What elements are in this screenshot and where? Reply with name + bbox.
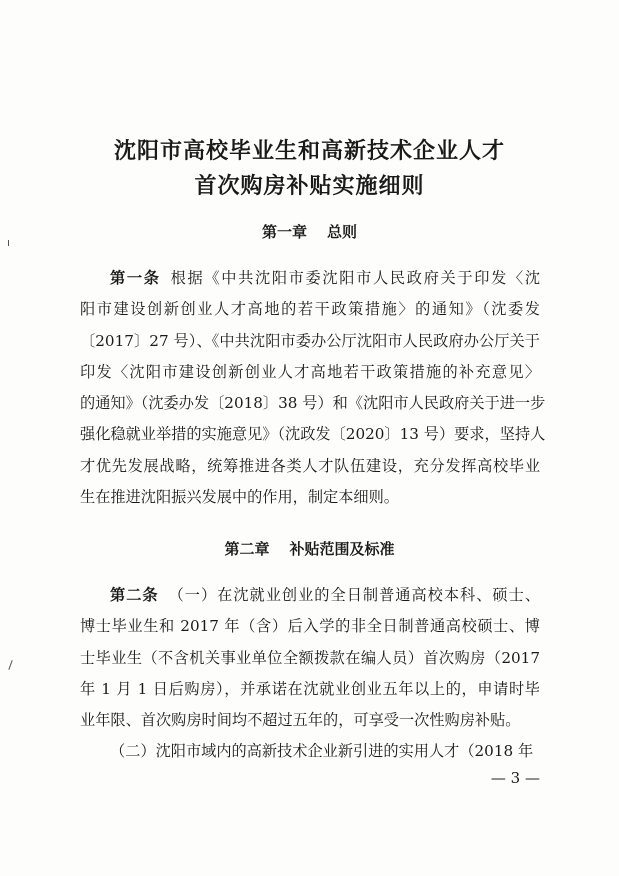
chapter-name: 总则 (327, 223, 358, 241)
article-label: 第二条 (110, 586, 159, 604)
document-title-line-1: 沈阳市高校毕业生和高新技术企业人才 (113, 138, 505, 164)
chapter-number: 第一章 (261, 223, 307, 241)
article-2 (80, 580, 540, 736)
paragraph-line: 的通知》（沈委办发〔2018〕38 号）和《沈阳市人民政府关于进一步 (80, 394, 546, 413)
paragraph-line: 年 1 月 1 日后购房），并承诺在沈就业创业五年以上的，申请时毕 (80, 679, 540, 698)
paragraph-line: 〔2017〕27 号）、《中共沈阳市委办公厅沈阳市人民政府办公厅关于 (80, 331, 540, 350)
page-number: — 3 — (490, 769, 540, 787)
paragraph-line: 生在推进沈阳振兴发展中的作用，制定本细则。 (80, 488, 399, 507)
paragraph-line: 第二条 （一）在沈就业创业的全日制普通高校本科、硕士、 (110, 586, 541, 604)
chapter-heading-2 (0, 538, 619, 560)
chapter-name: 补贴范围及标准 (289, 540, 395, 558)
paragraph-line: 博士毕业生和 2017 年（含）后入学的非全日制普通高校硕士、博 (80, 617, 540, 636)
chapter-heading-1 (0, 221, 619, 243)
paragraph-line: 业年限、首次购房时间均不超过五年的，可享受一次性购房补贴。 (80, 711, 521, 730)
paragraph-line: 印发〈沈阳市建设创新创业人才高地若干政策措施的补充意见〉 (80, 362, 540, 381)
paragraph-line: 才优先发展战略，统筹推进各类人才队伍建设，充分发挥高校毕业 (80, 456, 540, 475)
chapter-number: 第二章 (224, 540, 270, 558)
paragraph-line: 第一条 根据《中共沈阳市委沈阳市人民政府关于印发〈沈 (110, 269, 541, 287)
article-label: 第一条 (110, 269, 161, 287)
paragraph-line: 强化稳就业举措的实施意见》（沈政发〔2020〕13 号）要求，坚持人 (80, 425, 546, 444)
document-title-line-2: 首次购房补贴实施细则 (194, 173, 425, 199)
article-1 (80, 263, 546, 513)
paragraph-line: 阳市建设创新创业人才高地的若干政策措施〉的通知》（沈委发 (80, 300, 540, 319)
scan-edge-mark (8, 660, 12, 670)
paragraph-line: （二）沈阳市域内的高新技术企业新引进的实用人才（2018 年 (110, 742, 534, 760)
paragraph-3 (80, 736, 540, 767)
paragraph-line: 士毕业生（不含机关事业单位全额拨款在编人员）首次购房（2017 (80, 648, 540, 667)
